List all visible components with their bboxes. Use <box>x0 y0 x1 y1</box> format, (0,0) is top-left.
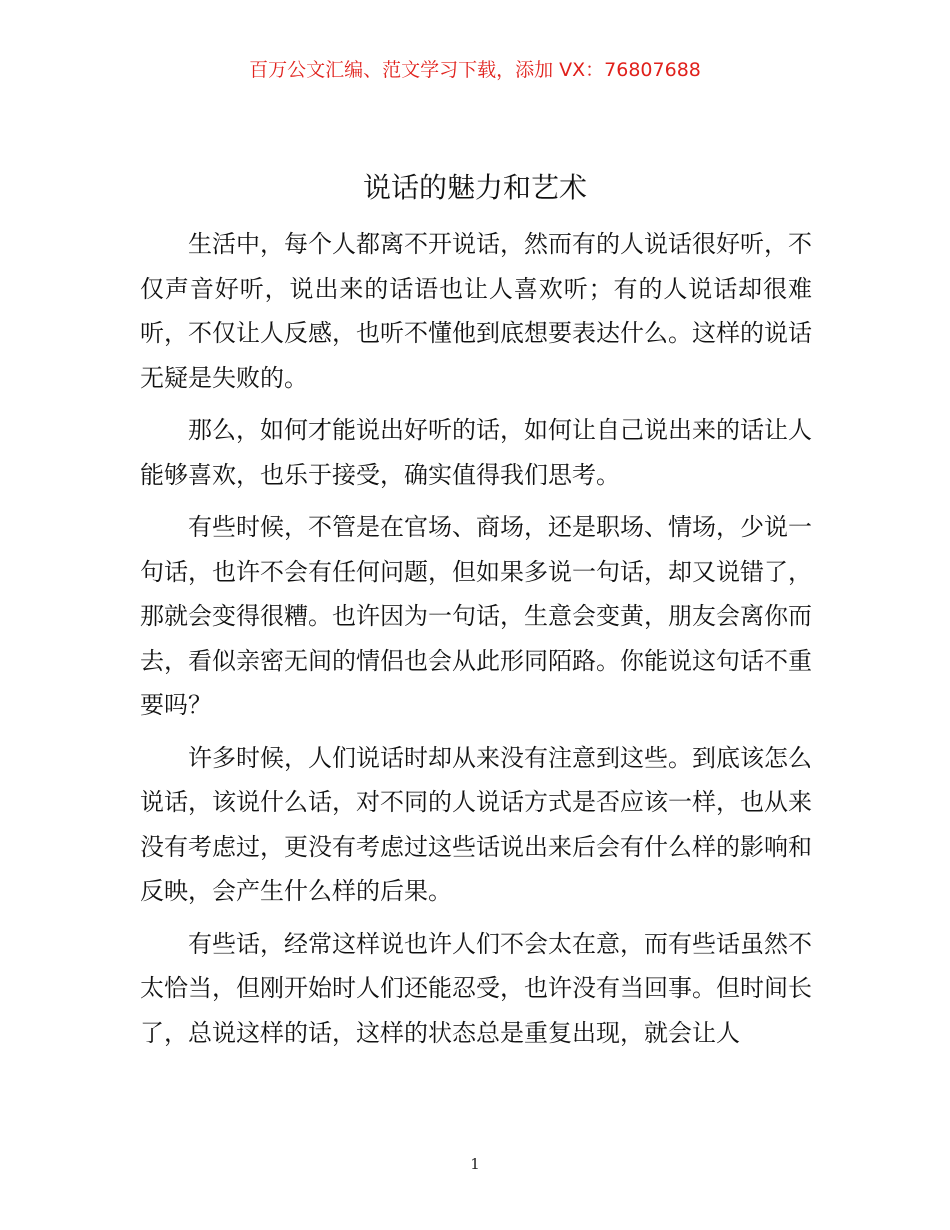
header-banner: 百万公文汇编、范文学习下载，添加 VX：76807688 <box>249 59 701 81</box>
document-title: 说话的魅力和艺术 <box>362 171 587 204</box>
page-number: 1 <box>470 1155 480 1173</box>
paragraph: 生活中，每个人都离不开说话，然而有的人说话很好听，不仅声音好听，说出来的话语也让人喜欢听；有的人说话却很难听，不仅让人反感，也听不懂他到底想要表达什么。这样的说话无疑是失败的。 <box>140 230 812 392</box>
paragraph: 有些时候，不管是在官场、商场，还是职场、情场，少说一句话，也许不会有任何问题，但如果多说一句话，却又说错了，那就会变得很糟。也许因为一句话，生意会变黄，朋友会离你而去，看似亲密无间的情侣也会从此形同陌路。你能说这句话不重要吗？ <box>140 513 812 719</box>
paragraph: 那么，如何才能说出好听的话，如何让自己说出来的话让人能够喜欢，也乐于接受，确实值得我们思考。 <box>140 416 812 489</box>
paragraph: 许多时候，人们说话时却从来没有注意到这些。到底该怎么说话，该说什么话，对不同的人说话方式是否应该一样，也从来没有考虑过，更没有考虑过这些话说出来后会有什么样的影响和反映，会产生什么样的后果。 <box>140 743 812 905</box>
paragraph: 有些话，经常这样说也许人们不会太在意，而有些话虽然不太恰当，但刚开始时人们还能忍受，也许没有当回事。但时间长了，总说这样的话，这样的状态总是重复出现，就会让人 <box>140 929 812 1047</box>
document-body <box>140 222 812 1063</box>
